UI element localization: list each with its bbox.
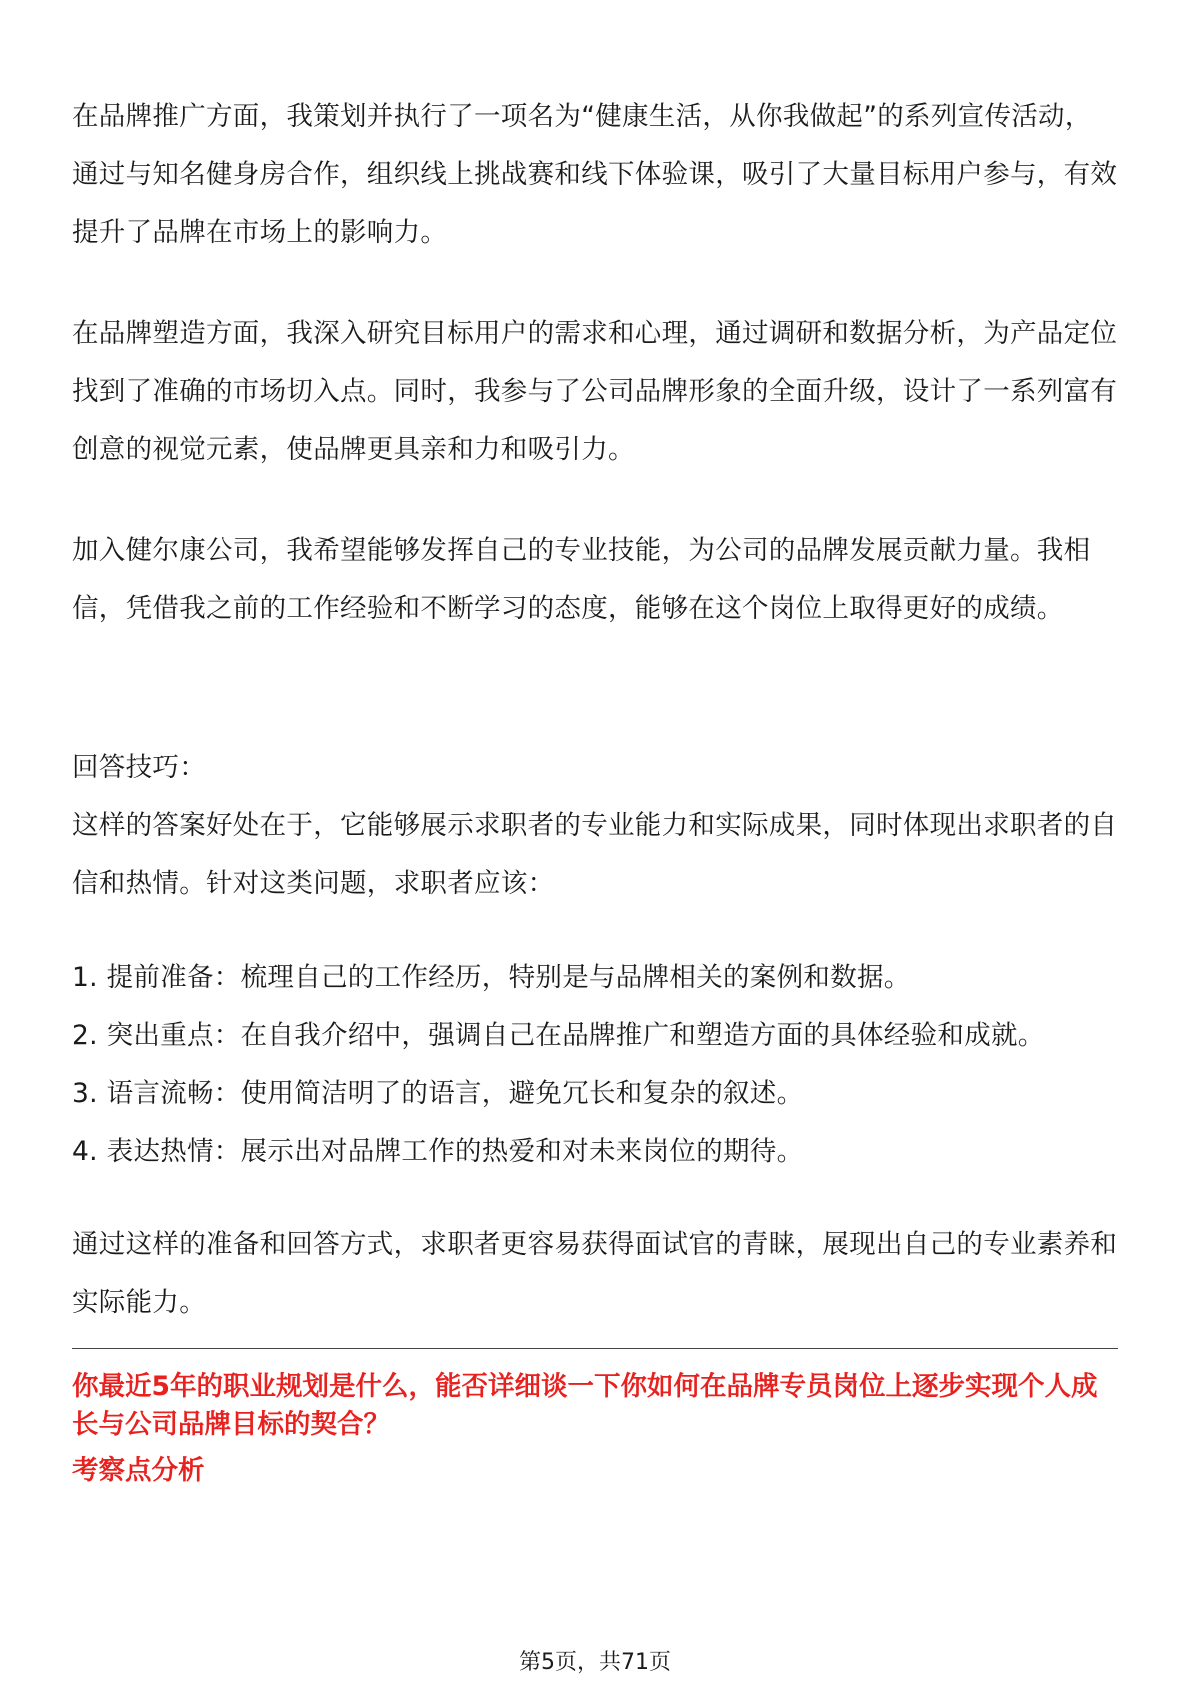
section-divider	[72, 1348, 1118, 1349]
paragraph-text: 加入健尔康公司，我希望能够发挥自己的专业技能，为公司的品牌发展贡献力量。我相信，凭借我之前的工作经验和不断学习的态度，能够在这个岗位上取得更好的成绩。	[72, 535, 1091, 624]
list-item: 4. 表达热情：展示出对品牌工作的热爱和对未来岗位的期待。	[72, 1136, 804, 1167]
paragraph-text: 在品牌推广方面，我策划并执行了一项名为“健康生活，从你我做起”的系列宣传活动，通过与知名健身房合作，组织线上挑战赛和线下体验课，吸引了大量目标用户参与，有效提升了品牌在市场上的影响力。	[72, 101, 1118, 248]
paragraph-text: 通过这样的准备和回答方式，求职者更容易获得面试官的青睐，展现出自己的专业素养和实际能力。	[72, 1229, 1118, 1318]
paragraph-text: 在品牌塑造方面，我深入研究目标用户的需求和心理，通过调研和数据分析，为产品定位找到了准确的市场切入点。同时，我参与了公司品牌形象的全面升级，设计了一系列富有创意的视觉元素，使品牌更具亲和力和吸引力。	[72, 318, 1118, 465]
tips-conclusion	[72, 1216, 1118, 1332]
page-indicator: 第5页，共71页	[519, 1650, 671, 1675]
paragraph-joining-company	[72, 522, 1118, 638]
tips-label: 回答技巧：	[72, 752, 206, 783]
list-item: 1. 提前准备：梳理自己的工作经历，特别是与品牌相关的案例和数据。	[72, 962, 911, 993]
list-item: 2. 突出重点：在自我介绍中，强调自己在品牌推广和塑造方面的具体经验和成就。	[72, 1020, 1045, 1051]
paragraph-brand-building	[72, 305, 1118, 479]
tips-section	[72, 739, 1118, 913]
question-title: 你最近5年的职业规划是什么，能否详细谈一下你如何在品牌专员岗位上逐步实现个人成长与公司品牌目标的契合？	[72, 1371, 1098, 1440]
list-item: 3. 语言流畅：使用简洁明了的语言，避免冗长和复杂的叙述。	[72, 1078, 804, 1109]
next-question	[72, 1368, 1118, 1444]
section-label: 考察点分析	[72, 1455, 205, 1486]
tips-list	[72, 949, 1118, 1181]
tips-intro: 这样的答案好处在于，它能够展示求职者的专业能力和实际成果，同时体现出求职者的自信和热情。针对这类问题，求职者应该：	[72, 810, 1118, 899]
paragraph-brand-promotion	[72, 88, 1118, 262]
analysis-heading	[72, 1452, 1118, 1490]
